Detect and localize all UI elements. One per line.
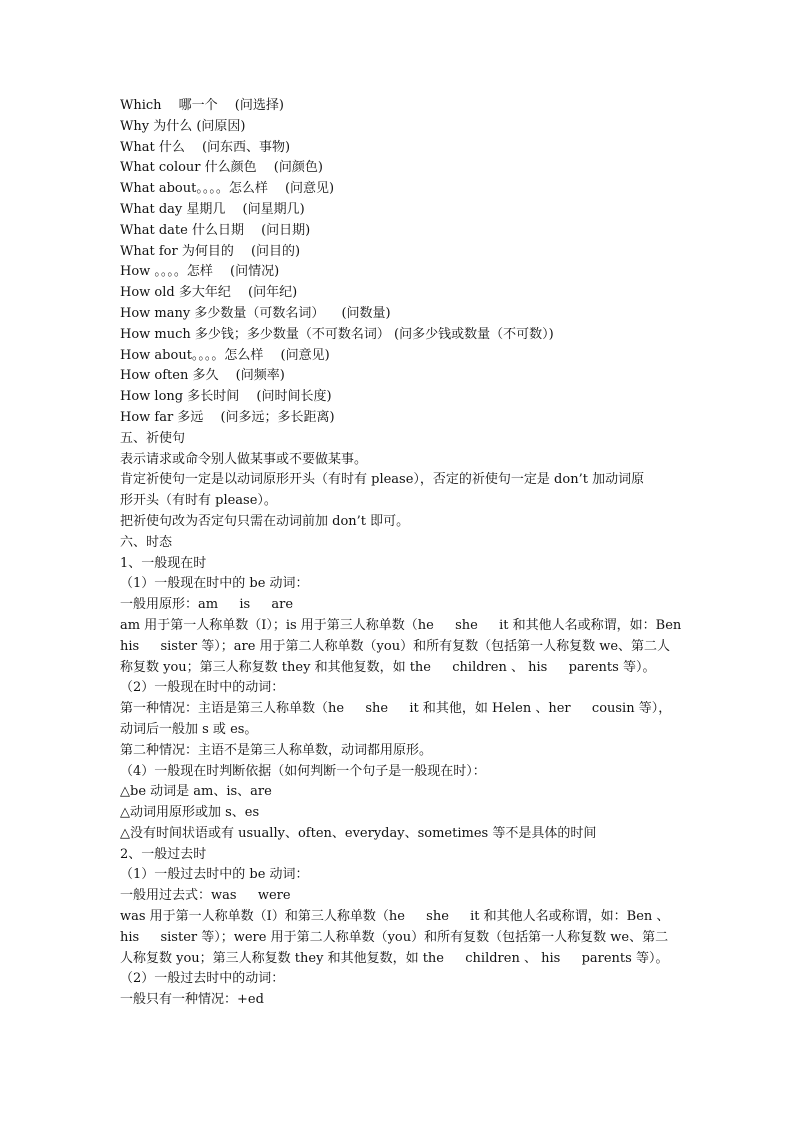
text-line: How much 多少钱；多少数量（不可数名词） (问多少钱或数量（不可数）): [120, 326, 554, 342]
text-line: How about。。。。怎么样 (问意见): [120, 347, 330, 363]
text-line: What for 为何目的 (问目的): [120, 243, 301, 259]
text-line: Why 为什么 (问原因): [120, 118, 246, 134]
text-line: △动词用原形或加 s、es: [120, 805, 260, 821]
text-line: （1）一般现在时中的 be 动词：: [120, 576, 309, 592]
text-line: （4）一般现在时判断依据（如何判断一个句子是一般现在时）：: [120, 763, 486, 779]
document-body: [120, 96, 700, 1011]
text-line: What colour 什么颜色 (问颜色): [120, 160, 323, 176]
text-line: How long 多长时间 (问时间长度): [120, 389, 332, 405]
text-line: 把祈使句改为否定句只需在动词前加 don’t 即可。: [120, 513, 410, 529]
text-line: 1、一般现在时: [120, 555, 207, 571]
text-line: How many 多少数量（可数名词） (问数量): [120, 305, 391, 321]
text-line: 六、时态: [120, 534, 173, 550]
text-line: was 用于第一人称单数（I）和第三人称单数（he she it 和其他人名或称谓，如：Ben 、: [120, 909, 670, 925]
text-line: （2）一般现在时中的动词：: [120, 680, 285, 696]
text-line: How far 多远 (问多远；多长距离): [120, 409, 335, 425]
text-line: am 用于第一人称单数（I）；is 用于第三人称单数（he she it 和其他人名或称谓，如：Ben: [120, 617, 682, 633]
text-line: his sister 等）；are 用于第二人称单数（you）和所有复数（包括第一人称复数 we、第二人: [120, 638, 671, 654]
text-line: 2、一般过去时: [120, 846, 207, 862]
text-line: 形开头（有时有 please）。: [120, 493, 277, 509]
text-line: 一般用原形：am is are: [120, 597, 294, 613]
text-line: 五、祈使句: [120, 430, 186, 446]
text-line: 第一种情况：主语是第三人称单数（he she it 和其他，如 Helen 、her cousin 等），: [120, 701, 672, 717]
text-line: △be 动词是 am、is、are: [120, 784, 272, 800]
text-line: How old 多大年纪 (问年纪): [120, 285, 298, 301]
text-line: Which 哪一个 (问选择): [120, 98, 284, 113]
text-line: What date 什么日期 (问日期): [120, 222, 311, 238]
text-line: 第二种情况：主语不是第三人称单数，动词都用原形。: [120, 742, 433, 758]
text-line: his sister 等）；were 用于第二人称单数（you）和所有复数（包括第一人称复数 we、第二: [120, 929, 669, 945]
text-line: 称复数 you；第三人称复数 they 和其他复数，如 the children 、 his parents 等）。: [120, 659, 656, 675]
text-line: 表示请求或命令别人做某事或不要做某事。: [120, 451, 368, 467]
text-line: △没有时间状语或有 usually、often、everyday、sometimes 等不是具体的时间: [120, 825, 597, 841]
text-line: How often 多久 (问频率): [120, 368, 285, 384]
text-line: 一般用过去式：was were: [120, 888, 291, 904]
text-line: 肯定祈使句一定是以动词原形开头（有时有 please），否定的祈使句一定是 don’t 加动词原: [120, 472, 645, 488]
text-line: 动词后一般加 s 或 es。: [120, 721, 258, 737]
text-line: （1）一般过去时中的 be 动词：: [120, 867, 309, 883]
text-line: （2）一般过去时中的动词：: [120, 971, 285, 987]
text-line: What 什么 (问东西、事物): [120, 139, 291, 155]
text-line: What about。。。。怎么样 (问意见): [120, 181, 335, 197]
text-line: 人称复数 you；第三人称复数 they 和其他复数，如 the children 、 his parents 等）。: [120, 950, 669, 966]
text-line: What day 星期几 (问星期几): [120, 201, 305, 217]
text-line: 一般只有一种情况：+ed: [120, 992, 264, 1008]
text-line: How 。。。。怎样 (问情况): [120, 264, 280, 280]
